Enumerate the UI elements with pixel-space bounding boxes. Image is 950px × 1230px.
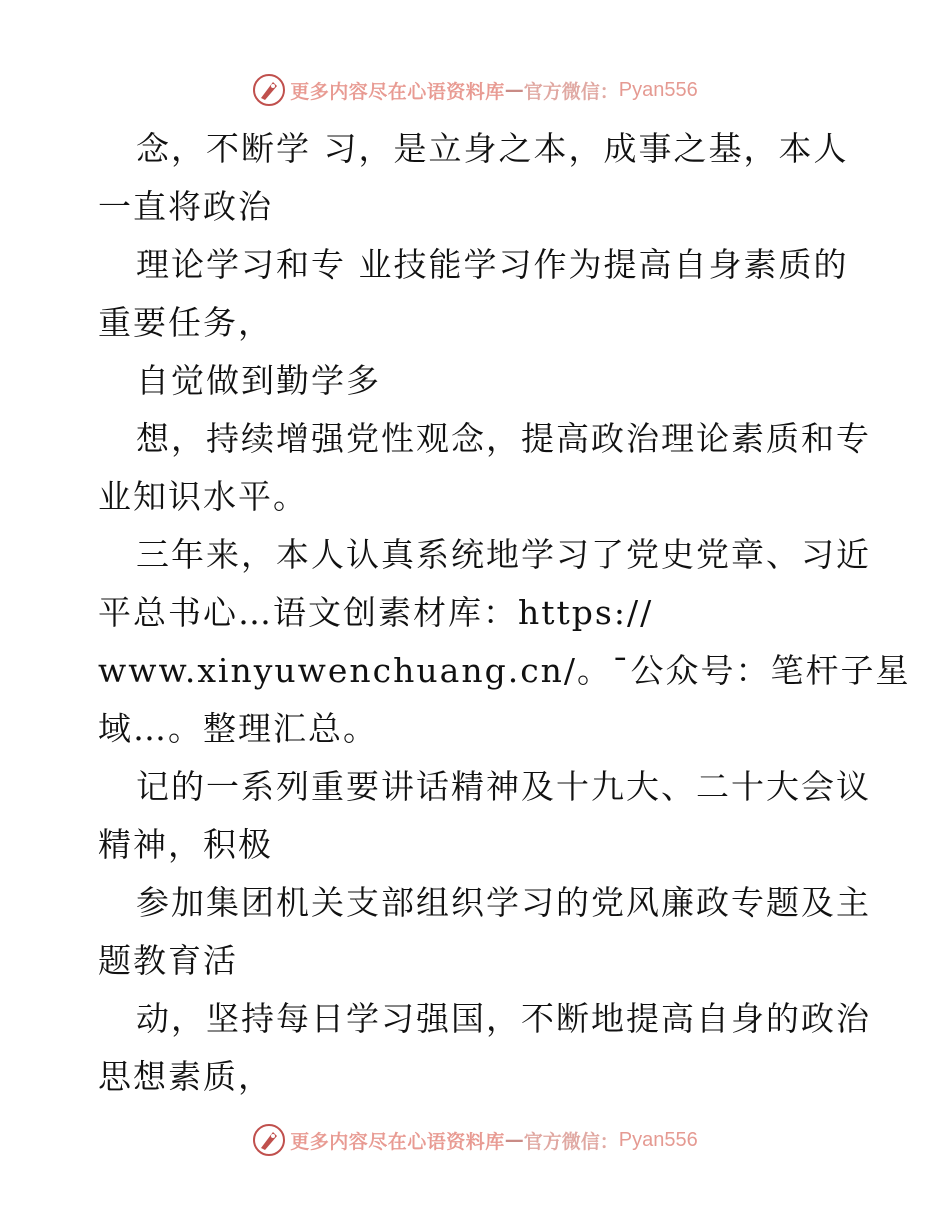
text-line: 想，持续增强党性观念，提高政治理论素质和专 — [136, 419, 871, 458]
banner-separator: — — [504, 1129, 524, 1151]
banner-wechat-label: 官方微信： — [523, 1130, 619, 1153]
pen-nib-logo-icon — [252, 73, 286, 107]
watermark-banner-bottom — [0, 1120, 950, 1160]
text-line: 记的一系列重要讲话精神及十九大、二十大会议 — [136, 767, 871, 806]
text-line: 一直将政治 — [98, 187, 273, 226]
text-line: 理论学习和专 业技能学习作为提高自身素质的 — [136, 245, 849, 284]
text-line: 平总书心…语文创素材库：https:// — [98, 593, 654, 632]
banner-wechat-label: 官方微信： — [523, 80, 619, 103]
text-line: 自觉做到勤学多 — [136, 361, 381, 400]
text-line: 精神，积极 — [98, 825, 273, 864]
text-line: 动，坚持每日学习强国，不断地提高自身的政治 — [136, 999, 871, 1038]
text-line-url: www.xinyuwenchuang.cn/。¯公众号：笔杆子星 — [98, 651, 911, 690]
banner-text: 更多内容尽在心语资料库 — [290, 80, 505, 103]
pen-nib-logo-icon — [252, 1123, 286, 1157]
text-line: 题教育活 — [98, 941, 238, 980]
banner-wechat-id: Pyan556 — [618, 1128, 698, 1151]
banner-separator: — — [504, 79, 524, 101]
banner-text: 更多内容尽在心语资料库 — [290, 1130, 505, 1153]
text-line: 参加集团机关支部组织学习的党风廉政专题及主 — [136, 883, 871, 922]
document-body — [98, 120, 911, 1106]
banner-wechat-id: Pyan556 — [618, 78, 698, 101]
text-line: 思想素质， — [98, 1057, 273, 1096]
text-line: 重要任务， — [98, 303, 273, 342]
text-line: 业知识水平。 — [98, 477, 308, 516]
text-line: 念，不断学 习，是立身之本，成事之基，本人 — [136, 129, 849, 168]
text-line: 域…。整理汇总。 — [98, 709, 378, 748]
watermark-banner-top — [0, 70, 950, 110]
text-line: 三年来，本人认真系统地学习了党史党章、习近 — [136, 535, 871, 574]
